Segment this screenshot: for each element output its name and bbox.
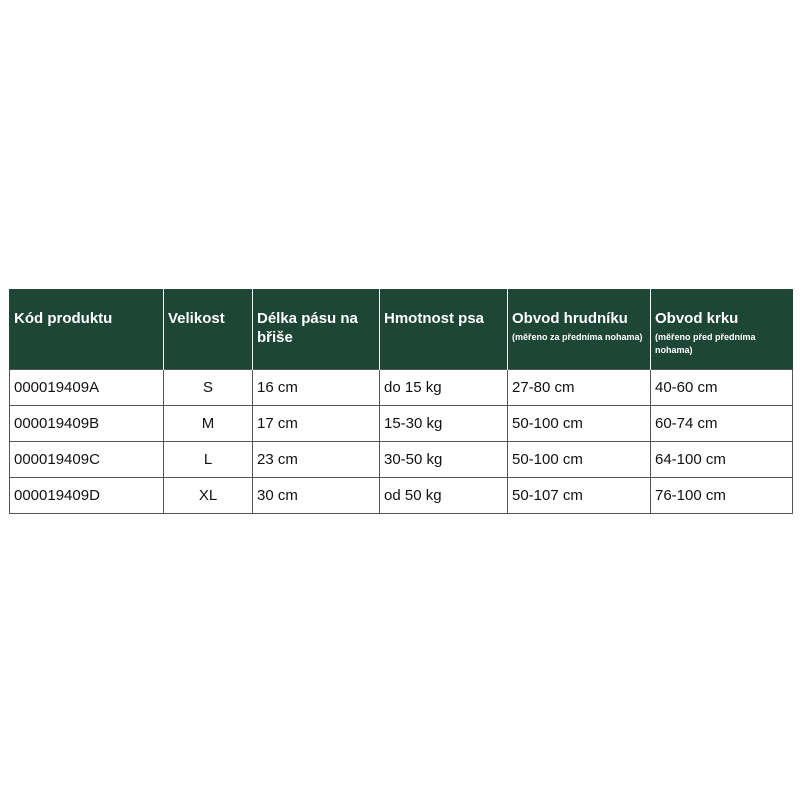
cell-belt-length: 30 cm — [253, 477, 380, 513]
header-product-code: Kód produktu — [10, 289, 164, 369]
table-row — [10, 369, 793, 405]
header-neck-girth-label: Obvod krku — [655, 310, 739, 327]
cell-product-code: 000019409C — [10, 441, 164, 477]
cell-product-code: 000019409A — [10, 369, 164, 405]
table-body — [10, 369, 793, 513]
header-chest-girth-note: (měřeno za předníma nohama) — [512, 332, 643, 342]
header-size: Velikost — [164, 289, 253, 369]
table-row — [10, 441, 793, 477]
size-table — [9, 289, 793, 514]
table-row — [10, 405, 793, 441]
cell-belt-length: 17 cm — [253, 405, 380, 441]
cell-chest-girth: 50-100 cm — [508, 405, 651, 441]
cell-dog-weight: 30-50 kg — [380, 441, 508, 477]
cell-size: L — [164, 441, 253, 477]
cell-dog-weight: do 15 kg — [380, 369, 508, 405]
cell-size: S — [164, 369, 253, 405]
cell-chest-girth: 27-80 cm — [508, 369, 651, 405]
cell-dog-weight: od 50 kg — [380, 477, 508, 513]
cell-neck-girth: 76-100 cm — [651, 477, 793, 513]
header-belt-length: Délka pásu na břiše — [253, 289, 380, 369]
cell-neck-girth: 64-100 cm — [651, 441, 793, 477]
cell-chest-girth: 50-100 cm — [508, 441, 651, 477]
cell-chest-girth: 50-107 cm — [508, 477, 651, 513]
cell-neck-girth: 60-74 cm — [651, 405, 793, 441]
header-neck-girth-note: (měřeno před předníma nohama) — [655, 332, 756, 355]
cell-product-code: 000019409D — [10, 477, 164, 513]
header-row — [10, 289, 793, 369]
header-dog-weight: Hmotnost psa — [380, 289, 508, 369]
cell-belt-length: 16 cm — [253, 369, 380, 405]
header-chest-girth — [508, 289, 651, 369]
cell-dog-weight: 15-30 kg — [380, 405, 508, 441]
cell-size: M — [164, 405, 253, 441]
cell-product-code: 000019409B — [10, 405, 164, 441]
cell-belt-length: 23 cm — [253, 441, 380, 477]
cell-size: XL — [164, 477, 253, 513]
table-header — [10, 289, 793, 369]
cell-neck-girth: 40-60 cm — [651, 369, 793, 405]
table-row — [10, 477, 793, 513]
header-neck-girth — [651, 289, 793, 369]
header-chest-girth-label: Obvod hrudníku — [512, 310, 628, 327]
